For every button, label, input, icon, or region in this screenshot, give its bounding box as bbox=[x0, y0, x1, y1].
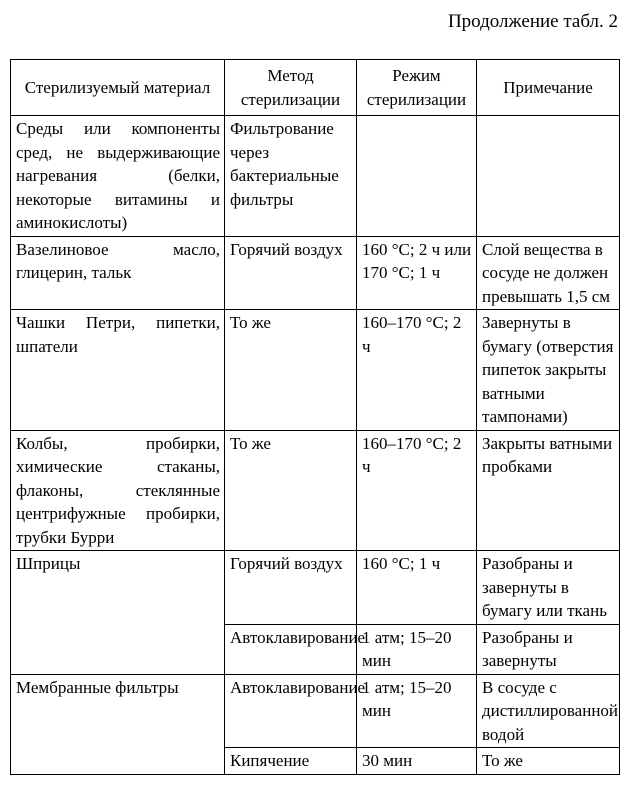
column-header-note: Примечание bbox=[477, 60, 620, 116]
cell-method: То же bbox=[225, 430, 357, 551]
table-row bbox=[11, 236, 620, 310]
cell-method: Кипячение bbox=[225, 748, 357, 775]
cell-mode: 30 мин bbox=[357, 748, 477, 775]
column-header-method: Метод стерилизации bbox=[225, 60, 357, 116]
cell-material: Мембранные фильтры bbox=[11, 674, 225, 774]
cell-material: Среды или компоненты сред, не выдерживающие нагревания (белки, некоторые витамины и аминокислоты) bbox=[11, 116, 225, 237]
cell-method: Автоклавирование bbox=[225, 624, 357, 674]
cell-note: Завернуты в бумагу (отверстия пипеток закрыты ватными тампонами) bbox=[477, 310, 620, 431]
cell-note: То же bbox=[477, 748, 620, 775]
cell-note: Слой вещества в сосуде не должен превышать 1,5 см bbox=[477, 236, 620, 310]
table-header-row bbox=[11, 60, 620, 116]
cell-mode: 1 атм; 15–20 мин bbox=[357, 674, 477, 748]
table-row bbox=[11, 551, 620, 625]
cell-note: Разобраны и завернуты bbox=[477, 624, 620, 674]
cell-mode: 160 °С; 1 ч bbox=[357, 551, 477, 625]
cell-note: Закрыты ватными пробками bbox=[477, 430, 620, 551]
cell-method: Горячий воздух bbox=[225, 236, 357, 310]
cell-method: Автоклавирование bbox=[225, 674, 357, 748]
cell-material: Колбы, пробирки, химические стаканы, флаконы, стеклянные центрифужные пробирки, трубки Бурри bbox=[11, 430, 225, 551]
table-row bbox=[11, 116, 620, 237]
cell-method: То же bbox=[225, 310, 357, 431]
cell-mode: 160–170 °С; 2 ч bbox=[357, 310, 477, 431]
table-row bbox=[11, 674, 620, 748]
column-header-material: Стерилизуемый материал bbox=[11, 60, 225, 116]
cell-mode: 160–170 °С; 2 ч bbox=[357, 430, 477, 551]
table-row bbox=[11, 430, 620, 551]
table-row bbox=[11, 310, 620, 431]
cell-note bbox=[477, 116, 620, 237]
cell-method: Фильтрование через бактериальные фильтры bbox=[225, 116, 357, 237]
cell-material: Чашки Петри, пипетки, шпатели bbox=[11, 310, 225, 431]
cell-method: Горячий воздух bbox=[225, 551, 357, 625]
cell-mode: 160 °С; 2 ч или 170 °С; 1 ч bbox=[357, 236, 477, 310]
column-header-mode: Режим стерилизации bbox=[357, 60, 477, 116]
cell-note: Разобраны и завернуты в бумагу или ткань bbox=[477, 551, 620, 625]
cell-material: Шприцы bbox=[11, 551, 225, 675]
sterilization-table bbox=[10, 59, 620, 775]
cell-note: В сосуде с дистиллированной водой bbox=[477, 674, 620, 748]
table-caption: Продолжение табл. 2 bbox=[447, 11, 618, 32]
cell-mode bbox=[357, 116, 477, 237]
cell-mode: 1 атм; 15–20 мин bbox=[357, 624, 477, 674]
cell-material: Вазелиновое масло, глицерин, тальк bbox=[11, 236, 225, 310]
